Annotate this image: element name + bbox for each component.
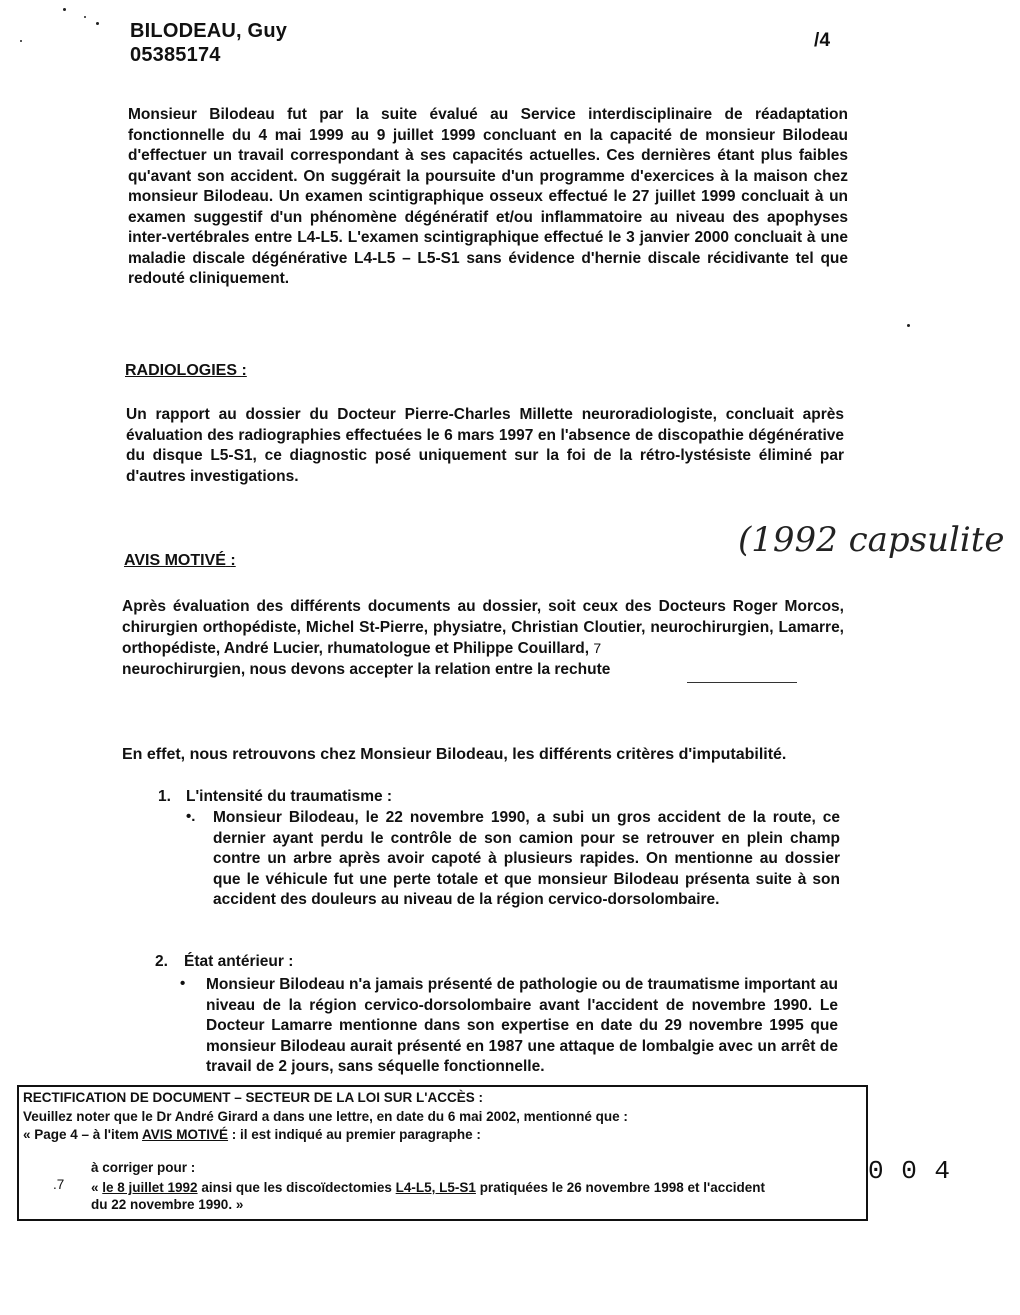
scan-speck — [84, 16, 86, 18]
handwritten-note: (1992 capsulite — [738, 520, 1005, 560]
correction-date: le 8 juillet 1992 — [102, 1180, 198, 1195]
intro-paragraph: Monsieur Bilodeau fut par la suite évalué au Service interdisciplinaire de réadaptation fonctionnelle du 4 mai 1999 au 9 juillet 1999 concluant en la capacité de monsieur Bilodeau d'effectuer un travail correspondant à ses capacités actuelles. Ces dernières étant plus faibles qu'avant son accident. On suggérait la poursuite d'un programme d'exercices à la maison chez monsieur Bilodeau. Un examen scintigraphique osseux effectué le 27 juillet 1999 concluait à un examen suggestif d'un phénomène dégénératif et/ou inflammatoire au niveau des apophyses inter-vertébrales entre L4-L5. L'examen scintigraphique effectué le 3 janvier 2000 concluait à une maladie discale dégénérative L4-L5 – L5-S1 sans évidence d'hernie discale récidivante tel que redouté cliniquement. — [128, 106, 848, 287]
page-number: /4 — [814, 30, 831, 51]
correction-levels: L4-L5, L5-S1 — [395, 1180, 476, 1195]
scan-speck — [20, 40, 22, 42]
criterion-2-bullet: • — [180, 975, 186, 992]
avis-motive-heading — [124, 552, 236, 570]
rectification-item-suffix: : il est indiqué au premier paragraphe : — [228, 1127, 481, 1142]
radiologies-text: Un rapport au dossier du Docteur Pierre-Charles Millette neuroradiologiste, concluait après évaluation des radiographies effectuées le 6 mars 1997 en l'absence de discopathie dégénérative du disque L5-S1, ce diagnostic posé uniquement sur la foi de la rétro-lystésiste éliminé par d'autres investigations. — [126, 406, 844, 485]
stamp-number: 0 0 4 — [868, 1156, 952, 1186]
radiologies-colon: : — [241, 362, 247, 379]
redaction-line — [687, 682, 797, 683]
radiologies-heading-text: RADIOLOGIES — [125, 362, 238, 379]
correction-open-quote: « — [91, 1180, 103, 1195]
scan-speck — [907, 324, 910, 327]
avis-motive-heading-text: AVIS MOTIVÉ — [124, 552, 226, 569]
correction-text-b: pratiquées le 26 novembre 1998 et l'accident — [475, 1180, 766, 1195]
rectification-item-line — [23, 1127, 481, 1143]
avis-motive-marker: 7 — [593, 640, 602, 656]
criterion-1-bullet: •. — [186, 808, 196, 825]
rectification-box — [17, 1085, 868, 1221]
correct-label: à corriger pour : — [91, 1160, 196, 1175]
radiologies-heading — [125, 362, 247, 380]
rectification-note: Veuillez noter que le Dr André Girard a dans une lettre, en date du 6 mai 2002, mentionné que : — [23, 1109, 628, 1124]
correction-line-2: du 22 novembre 1990. » — [91, 1197, 244, 1212]
criteria-intro: En effet, nous retrouvons chez Monsieur Bilodeau, les différents critères d'imputabilité. — [122, 746, 787, 763]
criterion-1-text: Monsieur Bilodeau, le 22 novembre 1990, a subi un gros accident de la route, ce dernier ayant perdu le contrôle de son camion pour se retrouver en plein champ contre un arbre après avoir capoté à plusieurs rapides. On mentionne au dossier que le véhicule fut une perte totale et que monsieur Bilodeau présenta suite à son accident des douleurs au niveau de la région cervico-dorsolombaire. — [213, 809, 840, 908]
correction-text-a: ainsi que les discoïdectomies — [197, 1180, 396, 1195]
rectification-item-prefix: « Page 4 – à l'item — [23, 1127, 143, 1142]
correction-line — [91, 1180, 765, 1196]
rectification-item-name: AVIS MOTIVÉ — [142, 1127, 229, 1142]
correction-marker: .7 — [53, 1177, 65, 1192]
avis-motive-colon: : — [230, 552, 236, 569]
file-number: 05385174 — [130, 44, 221, 66]
criterion-2-text: Monsieur Bilodeau n'a jamais présenté de pathologie ou de traumatisme important au niveau de la région cervico-dorsolombaire avant l'accident de novembre 1990. Le Docteur Lamarre mentionne dans son expertise en date du 29 novembre 1995 que monsieur Bilodeau aurait présenté en 1987 une attaque de lombalgie avec un arrêt de travail de 2 jours, sans séquelle fonctionnelle. — [206, 976, 838, 1075]
criterion-1-number: 1. — [158, 788, 171, 805]
rectification-title: RECTIFICATION DE DOCUMENT – SECTEUR DE LA LOI SUR L'ACCÈS : — [23, 1090, 483, 1105]
scan-speck — [96, 22, 99, 25]
avis-motive-end-text: neurochirurgien, nous devons accepter la relation entre la rechute — [122, 660, 611, 678]
avis-motive-main-text: Après évaluation des différents documents au dossier, soit ceux des Docteurs Roger Morcos, chirurgien orthopédiste, Michel St-Pierre, physiatre, Christian Cloutier, neurochirurgien, Lamarre, orthopédiste, André Lucier, rhumatologue et Philippe Couillard, — [122, 598, 844, 657]
scan-speck — [63, 8, 66, 11]
avis-motive-text — [122, 597, 844, 680]
criterion-2-title: État antérieur : — [184, 953, 294, 970]
criterion-1-title: L'intensité du traumatisme : — [186, 788, 393, 805]
patient-name: BILODEAU, Guy — [130, 20, 288, 42]
criterion-2-number: 2. — [155, 953, 168, 970]
